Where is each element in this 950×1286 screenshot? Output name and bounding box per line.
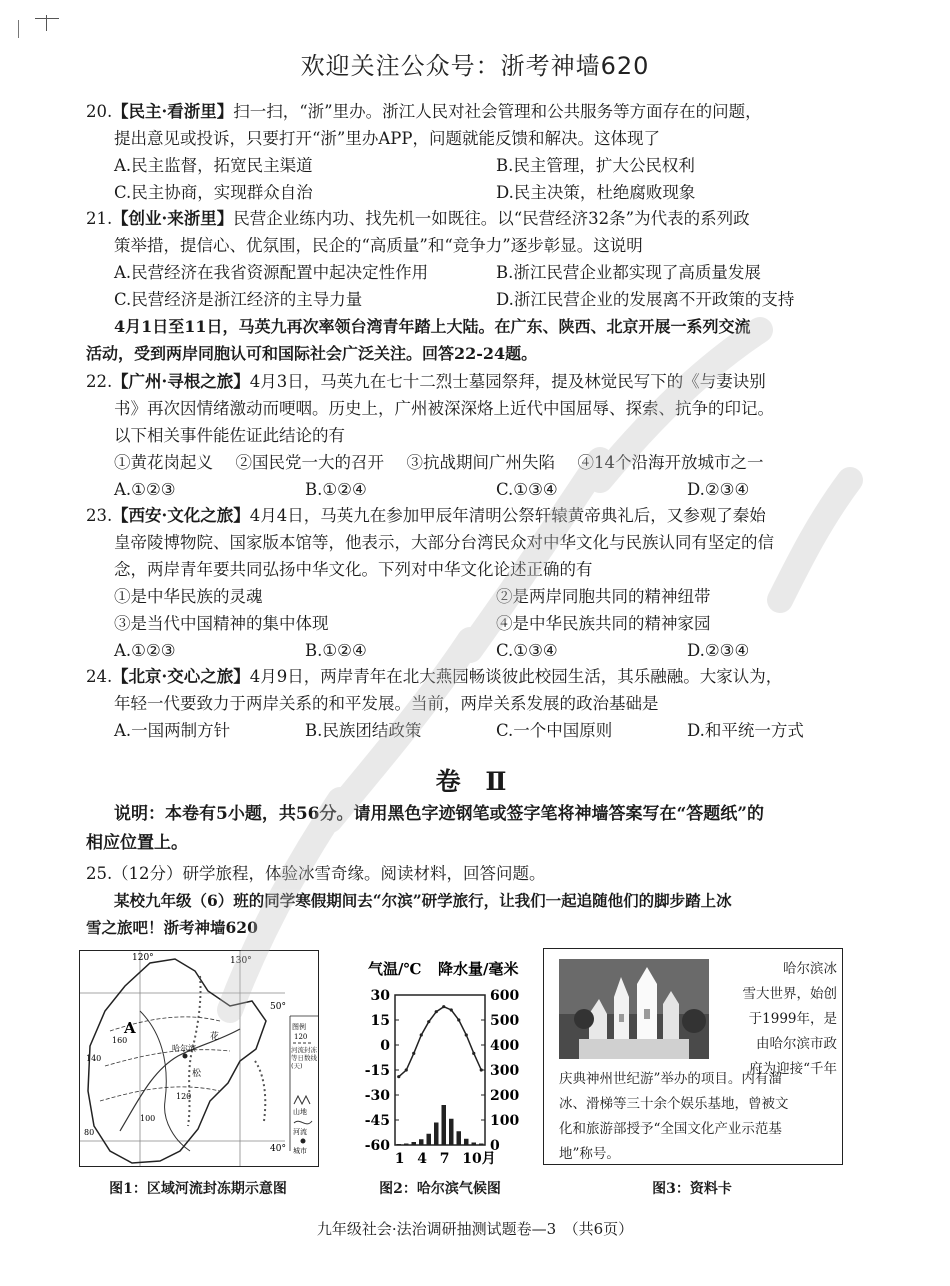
option-b: B.①②④ xyxy=(305,641,367,660)
intro-text: 活动，受到两岸同胞认可和国际社会广泛关注。回答22-24题。 xyxy=(86,344,538,363)
temp-points xyxy=(397,1005,483,1078)
precip-tick-label: 400 xyxy=(490,1038,520,1054)
figure-2-caption: 图2：哈尔滨气候图 xyxy=(379,1181,501,1197)
temp-point xyxy=(450,1008,453,1011)
contour-label: 120 xyxy=(176,1092,192,1101)
temp-point xyxy=(435,1010,438,1013)
statement-4: ④14个沿海开放城市之一 xyxy=(577,453,764,472)
question-number: 23. xyxy=(86,506,113,525)
temp-tick-label: -15 xyxy=(364,1063,390,1079)
crop-line xyxy=(18,20,19,38)
month-tick-label: 1 xyxy=(394,1151,405,1167)
precip-bar xyxy=(419,1139,424,1145)
question-text: 4月3日，马英九在七十二烈士墓园祭拜，提及林觉民写下的《与妻诀别 xyxy=(249,372,766,391)
question-number: 21. xyxy=(86,209,113,228)
precip-bar xyxy=(404,1144,409,1146)
card-line: 冰、滑梯等三十余个娱乐基地，曾被文 xyxy=(559,1096,789,1112)
question-tag: 【民主·看浙里】 xyxy=(112,102,234,121)
statement-2: ②是两岸同胞共同的精神纽带 xyxy=(496,587,711,606)
card-line: 雪大世界，始创 xyxy=(742,986,837,1002)
temp-point xyxy=(420,1033,423,1036)
question-tag: 【广州·寻根之旅】 xyxy=(112,372,250,391)
legend-mountain: 山地 xyxy=(293,1108,307,1116)
plot-frame xyxy=(395,995,485,1145)
legend-mountain-symbol xyxy=(294,1096,310,1104)
city-harbin xyxy=(183,1054,188,1059)
precip-bar xyxy=(457,1131,462,1145)
page-footer: 九年级社会·法治调研抽测试题卷—3 （共6页） xyxy=(316,1220,634,1238)
card-text-top xyxy=(719,957,837,1082)
option-a: A.①②③ xyxy=(114,641,176,660)
precip-axis-title: 降水量/毫米 xyxy=(438,960,519,978)
legend-river: 河流 xyxy=(293,1128,307,1136)
option-d: D.②③④ xyxy=(687,480,750,499)
precip-bar xyxy=(397,1144,402,1145)
temp-point xyxy=(457,1018,460,1021)
precip-bar xyxy=(442,1105,447,1145)
precip-bar xyxy=(479,1144,484,1146)
precip-bars xyxy=(397,1105,484,1145)
question-20 xyxy=(86,98,878,206)
legend-contour-value: 120 xyxy=(294,1033,308,1041)
legend-city-symbol xyxy=(301,1139,306,1144)
point-a-label: A xyxy=(124,1019,136,1037)
month-tick-label: 4 xyxy=(417,1151,427,1167)
card-line: 哈尔滨冰 xyxy=(783,961,837,977)
place-label: 哈尔滨 xyxy=(172,1044,196,1053)
statement-3: ③抗战期间广州失陷 xyxy=(406,453,555,472)
place-label: 松 xyxy=(192,1069,202,1079)
temp-tick-label: 15 xyxy=(370,1013,390,1029)
temp-tick-label: 30 xyxy=(370,988,390,1004)
temp-point xyxy=(472,1052,475,1055)
precip-tick-label: 200 xyxy=(490,1088,520,1104)
intro-text: 4月1日至11日，马英九再次率领台湾青年踏上大陆。在广东、陕西、北京开展一系列交流 xyxy=(114,317,751,336)
option-d: D.浙江民营企业的发展离不开政策的支持 xyxy=(496,290,795,309)
precip-tick-label: 0 xyxy=(490,1138,500,1154)
option-c: C.①③④ xyxy=(496,480,558,499)
temp-point xyxy=(397,1075,400,1078)
question-21 xyxy=(86,205,878,313)
question-text: 4月9日，两岸青年在北大燕园畅谈彼此校园生活，其乐融融。大家认为， xyxy=(249,667,783,686)
contour-label: 100 xyxy=(140,1114,156,1123)
question-text: （12分）研学旅程，体验冰雪奇缘。阅读材料，回答问题。 xyxy=(112,864,546,883)
precip-bar xyxy=(434,1123,439,1146)
temp-point xyxy=(442,1005,445,1008)
climate-chart xyxy=(350,950,530,1175)
month-tick-label: 7 xyxy=(439,1151,450,1167)
group-intro xyxy=(86,313,878,367)
page-header: 欢迎关注公众号：浙考神墙620 xyxy=(300,52,650,80)
figure-map xyxy=(79,950,319,1167)
lat-label: 50° xyxy=(270,1002,286,1012)
month-tick-label: 10月 xyxy=(462,1151,496,1167)
temp-tick-label: -30 xyxy=(364,1088,390,1104)
temp-point xyxy=(412,1052,415,1055)
option-c: C.民营经济是浙江经济的主导力量 xyxy=(114,290,363,309)
question-text: 提出意见或投诉，只要打开“浙”里办APP，问题就能反馈和解决。这体现了 xyxy=(114,129,660,148)
card-line: 由哈尔滨市政 xyxy=(756,1036,837,1052)
temp-point xyxy=(465,1033,468,1036)
option-d: D.民主决策，杜绝腐败现象 xyxy=(496,183,696,202)
option-d: D.和平统一方式 xyxy=(687,721,804,740)
precip-bar xyxy=(412,1142,417,1145)
ice-festival-photo xyxy=(559,959,709,1059)
question-text: 念，两岸青年要共同弘扬中华文化。下列对中华文化论述正确的有 xyxy=(114,560,593,579)
lon-label: 120° xyxy=(132,953,154,963)
statement-1: ①黄花岗起义 xyxy=(114,453,213,472)
material-text: 雪之旅吧！浙考神墙620 xyxy=(86,918,258,937)
section-note xyxy=(86,800,878,858)
question-text: 书》再次因情绪激动而哽咽。历史上，广州被深深烙上近代中国屈辱、探索、抗争的印记。 xyxy=(114,399,774,418)
figure-1-caption: 图1：区域河流封冻期示意图 xyxy=(109,1181,287,1197)
temp-axis-title: 气温/℃ xyxy=(368,960,422,978)
legend-contour-desc-box xyxy=(291,1046,317,1090)
question-tag: 【西安·文化之旅】 xyxy=(112,506,250,525)
crop-mark xyxy=(35,18,59,33)
temp-point xyxy=(480,1068,483,1071)
precip-tick-label: 300 xyxy=(490,1063,520,1079)
option-b: B.浙江民营企业都实现了高质量发展 xyxy=(496,263,761,282)
question-24 xyxy=(86,663,878,744)
question-text: 年轻一代要致力于两岸关系的和平发展。当前，两岸关系发展的政治基础是 xyxy=(114,694,659,713)
option-c: C.一个中国原则 xyxy=(496,721,613,740)
question-tag: 【北京·交心之旅】 xyxy=(112,667,250,686)
river xyxy=(140,1011,190,1151)
temp-point xyxy=(405,1068,408,1071)
region-boundary xyxy=(88,959,266,1163)
question-text: 皇帝陵博物院、国家版本馆等，他表示，大部分台湾民众对中华文化与民族认同有坚定的信 xyxy=(114,533,774,552)
question-number: 25. xyxy=(86,864,113,883)
temp-tick-label: 0 xyxy=(380,1038,390,1054)
option-a: A.民主监督，拓宽民主渠道 xyxy=(114,156,313,175)
month-ticks xyxy=(395,1151,496,1167)
card-line: 于1999年，是 xyxy=(748,1011,837,1027)
question-number: 22. xyxy=(86,372,113,391)
option-b: B.民族团结政策 xyxy=(305,721,422,740)
question-text: 策举措，提信心、优氛围，民企的“高质量”和“竞争力”逐步彰显。这说明 xyxy=(114,236,643,255)
card-line: 地”称号。 xyxy=(559,1146,620,1162)
option-c: C.①③④ xyxy=(496,641,558,660)
option-b: B.民主管理，扩大公民权利 xyxy=(496,156,695,175)
precip-bar xyxy=(427,1134,432,1145)
legend-city: 城市 xyxy=(293,1147,307,1155)
option-c: C.民主协商，实现群众自治 xyxy=(114,183,313,202)
question-22 xyxy=(86,368,878,503)
question-tag: 【创业·来浙里】 xyxy=(112,209,234,228)
question-23 xyxy=(86,502,878,664)
question-25 xyxy=(86,860,878,941)
note-text: 相应位置上。 xyxy=(86,833,188,853)
contour-label: 160 xyxy=(112,1036,128,1045)
temp-curve xyxy=(399,1007,482,1077)
precip-bar xyxy=(472,1143,477,1146)
option-a: A.①②③ xyxy=(114,480,176,499)
option-a: A.民营经济在我省资源配置中起决定性作用 xyxy=(114,263,429,282)
question-number: 20. xyxy=(86,102,113,121)
note-text: 说明：本卷有5小题，共56分。请用黑色字迹钢笔或签字笔将神墙答案写在“答题纸”的 xyxy=(114,804,765,824)
card-line: 府为迎接“千年 xyxy=(749,1061,837,1077)
map-graphic xyxy=(80,951,318,1166)
statement-4: ④是中华民族共同的精神家园 xyxy=(496,614,711,633)
statement-1: ①是中华民族的灵魂 xyxy=(114,587,263,606)
mountain-range xyxy=(255,1061,265,1121)
card-text-bottom xyxy=(559,1067,837,1167)
option-a: A.一国两制方针 xyxy=(114,721,231,740)
lat-label: 40° xyxy=(270,1144,286,1154)
card-line: 庆典神州世纪游”举办的项目。内有溜 xyxy=(559,1071,782,1087)
precip-bar xyxy=(464,1139,469,1145)
option-d: D.②③④ xyxy=(687,641,750,660)
figure-info-card xyxy=(543,948,843,1165)
figure-climate-chart xyxy=(350,950,530,1175)
temp-point xyxy=(427,1020,430,1023)
statement-3: ③是当代中国精神的集中体现 xyxy=(114,614,329,633)
section-title: 卷 Ⅱ xyxy=(435,767,515,796)
question-text: 以下相关事件能佐证此结论的有 xyxy=(114,426,345,445)
temp-tick-label: -45 xyxy=(364,1113,390,1129)
lon-label: 130° xyxy=(230,956,252,966)
question-text: 民营企业练内功、找先机一如既往。以“民营经济32条”为代表的系列政 xyxy=(233,209,750,228)
contour-label: 140 xyxy=(86,1054,102,1063)
material-text: 某校九年级（6）班的同学寒假期间去“尔滨”研学旅行，让我们一起追随他们的脚步踏上冰 xyxy=(114,891,732,910)
precip-bar xyxy=(449,1119,454,1145)
question-text: 4月4日，马英九在参加甲辰年清明公祭轩辕黄帝典礼后，又参观了秦始 xyxy=(249,506,766,525)
precip-tick-label: 600 xyxy=(490,988,520,1004)
legend-contour-desc: 河流封冻等日数线(天) xyxy=(291,1046,317,1070)
question-text: 扫一扫，“浙”里办。浙江人民对社会管理和公共服务等方面存在的问题， xyxy=(233,102,762,121)
legend-title: 图例 xyxy=(292,1023,306,1031)
card-line: 化和旅游部授予“全国文化产业示范基 xyxy=(559,1121,782,1137)
contour-label: 80 xyxy=(84,1128,95,1137)
option-b: B.①②④ xyxy=(305,480,367,499)
statement-2: ②国民党一大的召开 xyxy=(235,453,384,472)
temp-ticks xyxy=(365,988,399,1154)
question-number: 24. xyxy=(86,667,113,686)
temp-tick-label: -60 xyxy=(364,1138,390,1154)
precip-tick-label: 100 xyxy=(490,1113,520,1129)
place-label: 花 xyxy=(210,1032,220,1042)
precip-ticks xyxy=(481,988,519,1154)
legend-river-symbol xyxy=(294,1121,312,1124)
precip-tick-label: 500 xyxy=(490,1013,520,1029)
figure-3-caption: 图3：资料卡 xyxy=(652,1181,732,1197)
contour-line xyxy=(100,1087,220,1101)
